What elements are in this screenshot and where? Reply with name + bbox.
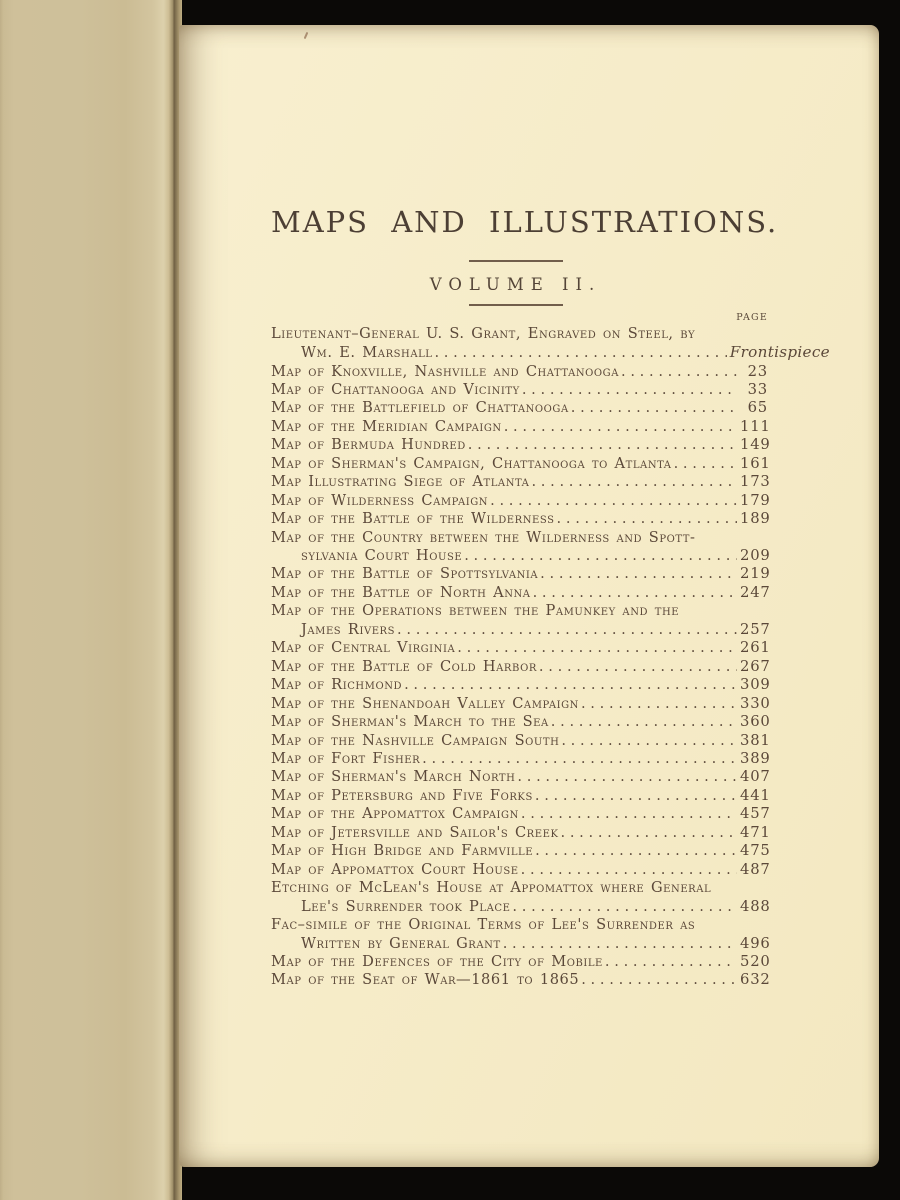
toc-line (271, 436, 771, 454)
toc-line (271, 343, 830, 362)
book-page (179, 25, 879, 1167)
toc-entry-text: Map of the Appomattox Campaign (271, 805, 519, 823)
toc-line (271, 473, 771, 491)
toc-entry-text: Map of Knoxville, Nashville and Chattanooga (271, 362, 619, 380)
dot-leader (422, 750, 737, 768)
toc-line (271, 325, 768, 343)
toc-line (271, 694, 771, 713)
toc-entry-text: Lee's Surrender took Place (301, 897, 511, 915)
toc-page-number: 360 (740, 713, 771, 731)
toc-page-number: 173 (740, 473, 771, 491)
dot-leader (551, 713, 737, 731)
table-of-contents (271, 324, 830, 990)
toc-entry-text: Fac–simile of the Original Terms of Lee's Surrender as (271, 916, 696, 934)
dot-leader (571, 399, 737, 417)
toc-page-number: 471 (740, 823, 771, 841)
toc-entry-text: Map of the Meridian Campaign (271, 417, 502, 435)
dot-leader (397, 621, 737, 639)
toc-line (271, 639, 771, 657)
toc-entry-text: Map of Fort Fisher (271, 750, 421, 768)
toc-page-number: 149 (740, 436, 771, 454)
toc-page-number: 33 (747, 380, 768, 398)
toc-entry-text: Map of the Shenandoah Valley Campaign (271, 694, 579, 712)
toc-entry-text: Map of Bermuda Hundred (271, 436, 466, 454)
toc-line (271, 713, 771, 731)
toc-entry-text: Written by General Grant (301, 934, 501, 952)
dot-leader (539, 658, 737, 676)
toc-line (271, 657, 771, 676)
toc-entry-text: sylvania Court House (301, 547, 463, 565)
page-column-label: PAGE (736, 311, 768, 323)
dot-leader (490, 492, 737, 510)
toc-page-number: 488 (740, 897, 771, 915)
dot-leader (522, 381, 737, 399)
toc-line (271, 399, 768, 417)
dot-leader (521, 861, 737, 879)
volume-heading: VOLUME II. (429, 275, 602, 294)
toc-page-number: 23 (747, 362, 768, 380)
toc-page-number: 257 (740, 620, 771, 638)
toc-line (271, 934, 771, 953)
toc-page-number: 441 (740, 786, 771, 804)
dot-leader (621, 363, 737, 381)
toc-page-number: 487 (740, 860, 771, 878)
toc-line (271, 381, 768, 399)
toc-page-number: 261 (740, 639, 771, 657)
toc-page-number: 389 (740, 750, 771, 768)
dot-leader (521, 805, 737, 823)
toc-entry-text: Map of Sherman's Campaign, Chattanooga to Atlanta (271, 454, 672, 472)
toc-entry-text: Map of the Defences of the City of Mobile (271, 953, 603, 970)
left-page-edge (0, 0, 174, 1200)
toc-page-number: 219 (740, 565, 771, 583)
toc-page-number: 247 (740, 583, 771, 601)
toc-entry-text: Map of the Battlefield of Chattanooga (271, 399, 569, 417)
toc-line (271, 842, 771, 860)
toc-page-number: 381 (740, 731, 771, 749)
dot-leader (517, 768, 737, 786)
toc-line (271, 805, 771, 823)
toc-page-number: 457 (740, 805, 771, 823)
toc-entry-text: Map of Jetersville and Sailor's Creek (271, 823, 559, 841)
dot-leader (535, 787, 737, 805)
toc-line (271, 897, 771, 916)
dot-leader (557, 510, 737, 528)
toc-page-number: 189 (740, 510, 771, 528)
toc-page-number: 111 (740, 417, 771, 435)
toc-page-number: 65 (747, 399, 768, 417)
toc-page-number: 520 (740, 953, 771, 970)
toc-line (271, 565, 771, 583)
dot-leader (581, 695, 737, 713)
toc-entry-text: Map of Chattanooga and Vicinity (271, 380, 520, 398)
toc-entry-text: Map of the Operations between the Pamunkey and the (271, 602, 680, 620)
toc-entry-text: Map of the Battle of Spottsylvania (271, 565, 539, 583)
page-content (271, 25, 830, 990)
toc-entry-text: Map of Petersburg and Five Forks (271, 786, 533, 804)
toc-entry-text: Map of Central Virginia (271, 639, 456, 657)
page-title: MAPS AND ILLUSTRATIONS. (271, 205, 779, 239)
toc-line (271, 417, 771, 436)
dot-leader (504, 418, 737, 436)
dot-leader (605, 953, 737, 971)
toc-entry-text: Map Illustrating Siege of Atlanta (271, 473, 530, 491)
dot-leader (581, 971, 737, 989)
toc-line (271, 971, 771, 989)
toc-page-number: Frontispiece (729, 343, 830, 362)
dot-leader (404, 676, 737, 694)
toc-entry-text: James Rivers (301, 620, 396, 638)
toc-page-number: 496 (740, 934, 771, 952)
toc-page-number: 209 (740, 547, 771, 565)
toc-line (271, 750, 771, 768)
toc-line (271, 454, 771, 473)
dot-leader (531, 473, 737, 491)
toc-entry-text: Map of the Battle of Cold Harbor (271, 657, 537, 675)
toc-line (271, 529, 768, 547)
toc-entry-text: Map of Appomattox Court House (271, 860, 519, 878)
toc-page-number: 267 (740, 657, 771, 675)
dot-leader (512, 898, 737, 916)
toc-entry-text: Map of the Battle of North Anna (271, 583, 531, 601)
dot-leader (434, 344, 726, 362)
dot-leader (561, 732, 737, 750)
toc-entry-text: Map of Richmond (271, 676, 403, 694)
toc-line (271, 860, 771, 879)
toc-entry-text: Map of Sherman's March North (271, 768, 516, 786)
toc-line (271, 363, 768, 381)
dot-leader (540, 565, 737, 583)
toc-line (271, 620, 771, 639)
toc-line (271, 768, 771, 786)
toc-line (271, 491, 771, 510)
toc-page-number: 407 (740, 768, 771, 786)
toc-page-number: 179 (740, 491, 771, 509)
toc-line (271, 547, 771, 565)
dot-leader (464, 547, 737, 565)
dot-leader (533, 584, 737, 602)
toc-line (271, 583, 771, 602)
toc-line (271, 879, 768, 897)
dot-leader (457, 639, 737, 657)
toc-page-number: 330 (740, 694, 771, 712)
toc-entry-text: Lieutenant–General U. S. Grant, Engraved on Steel, by (271, 324, 696, 342)
toc-entry-text: Etching of McLean's House at Appomattox where General (271, 879, 712, 897)
toc-line (271, 786, 771, 805)
toc-line (271, 676, 771, 694)
toc-entry-text: Map of the Country between the Wilderness and Spott- (271, 528, 696, 546)
dot-leader (674, 455, 737, 473)
page-heading-group (271, 205, 779, 306)
toc-line (271, 731, 771, 750)
toc-entry-text: Map of the Seat of War—1861 to 1865 (271, 971, 580, 989)
toc-entry-text: Map of Wilderness Campaign (271, 491, 489, 509)
toc-line (271, 602, 768, 620)
toc-line (271, 916, 768, 934)
dot-leader (560, 824, 737, 842)
toc-line (271, 510, 771, 528)
dot-leader (535, 842, 737, 860)
dot-leader (503, 935, 737, 953)
toc-entry-text: Map of High Bridge and Farmville (271, 842, 534, 860)
toc-entry-text: Map of the Nashville Campaign South (271, 731, 560, 749)
toc-entry-text: Map of the Battle of the Wilderness (271, 510, 555, 528)
toc-entry-text: Wm. E. Marshall (301, 344, 433, 362)
toc-page-number: 475 (740, 842, 771, 860)
toc-line (271, 823, 771, 842)
divider-rule-top (469, 260, 563, 262)
toc-page-number: 309 (740, 676, 771, 694)
dot-leader (468, 436, 737, 454)
toc-page-number: 632 (740, 971, 771, 989)
divider-rule-bottom (469, 304, 563, 306)
toc-page-number: 161 (740, 454, 771, 472)
toc-entry-text: Map of Sherman's March to the Sea (271, 713, 549, 731)
toc-line (271, 953, 771, 971)
